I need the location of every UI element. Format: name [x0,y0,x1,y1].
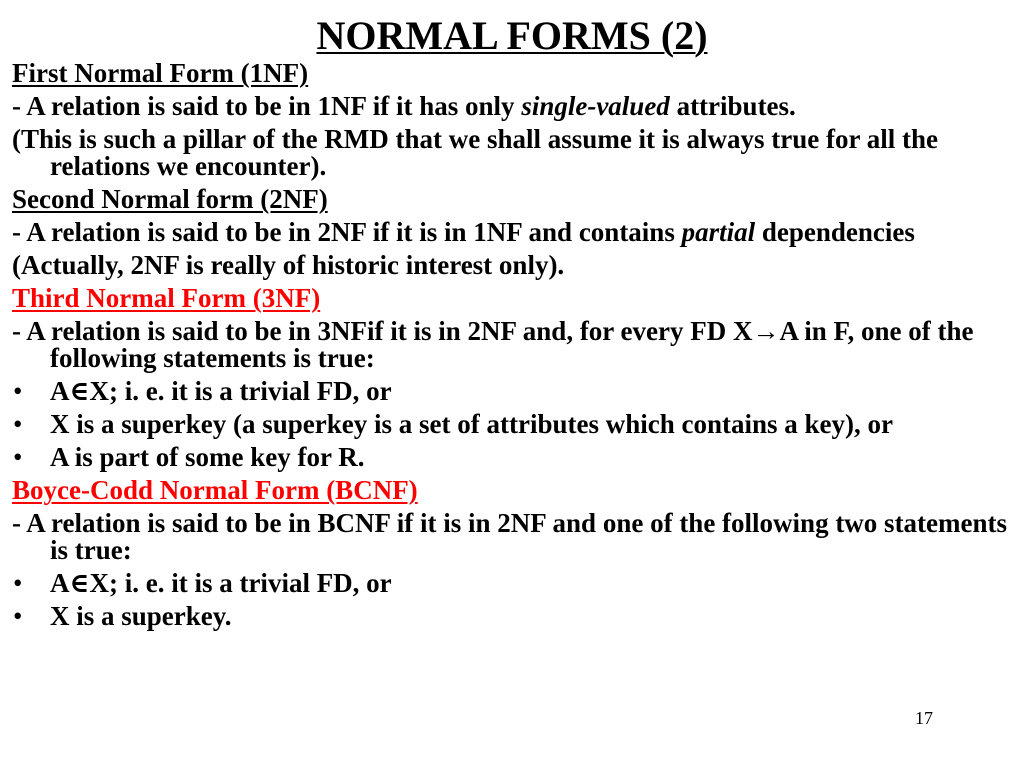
text-run: - A relation is said to be in 2NF if it is in 1NF and contains [12,217,682,247]
slide-body [12,60,1012,636]
bullet-item [12,603,1012,630]
bullet-text: A is part of some key for R. [50,442,365,472]
emphasis-partial: partial [681,217,756,247]
heading-2nf: Second Normal form (2NF) [12,184,328,214]
bullet-text: A∈X; i. e. it is a trivial FD, or [50,568,392,598]
bullet-icon: • [13,568,23,598]
paragraph-1nf-note: (This is such a pillar of the RMD that we shall assume it is always true for all the relations we encounter). [12,124,939,181]
heading-1nf: First Normal Form (1NF) [12,58,309,88]
heading-bcnf: Boyce-Codd Normal Form (BCNF) [12,475,418,505]
text-run: dependencies [755,217,915,247]
bullet-text: X is a superkey. [50,601,232,631]
text-run: - A relation is said to be in 1NF if it has only [12,91,522,121]
text-run: attributes. [669,91,796,121]
paragraph-2nf-definition [12,219,1012,246]
bullet-text: X is a superkey (a superkey is a set of attributes which contains a key), or [50,409,893,439]
bullet-icon: • [13,442,23,472]
bullet-icon: • [13,601,23,631]
slide-title: NORMAL FORMS (2) [316,13,708,58]
bullet-item [12,570,1012,597]
bullet-item [12,444,1012,471]
bullet-text: A∈X; i. e. it is a trivial FD, or [50,376,392,406]
bullet-item [12,378,1012,405]
bullet-icon: • [13,376,23,406]
paragraph-1nf-definition [12,93,1012,120]
bullet-icon: • [13,409,23,439]
heading-3nf: Third Normal Form (3NF) [12,283,321,313]
paragraph-3nf-definition: - A relation is said to be in 3NFif it is in 2NF and, for every FD X→A in F, one of the following statements is true: [12,316,974,373]
paragraph-bcnf-definition: - A relation is said to be in BCNF if it is in 2NF and one of the following two statements is true: [12,508,1008,565]
paragraph-2nf-note: (Actually, 2NF is really of historic interest only). [12,250,565,280]
page-number: 17 [915,708,933,728]
emphasis-single-valued: single-valued [521,91,670,121]
bullet-item [12,411,1012,438]
